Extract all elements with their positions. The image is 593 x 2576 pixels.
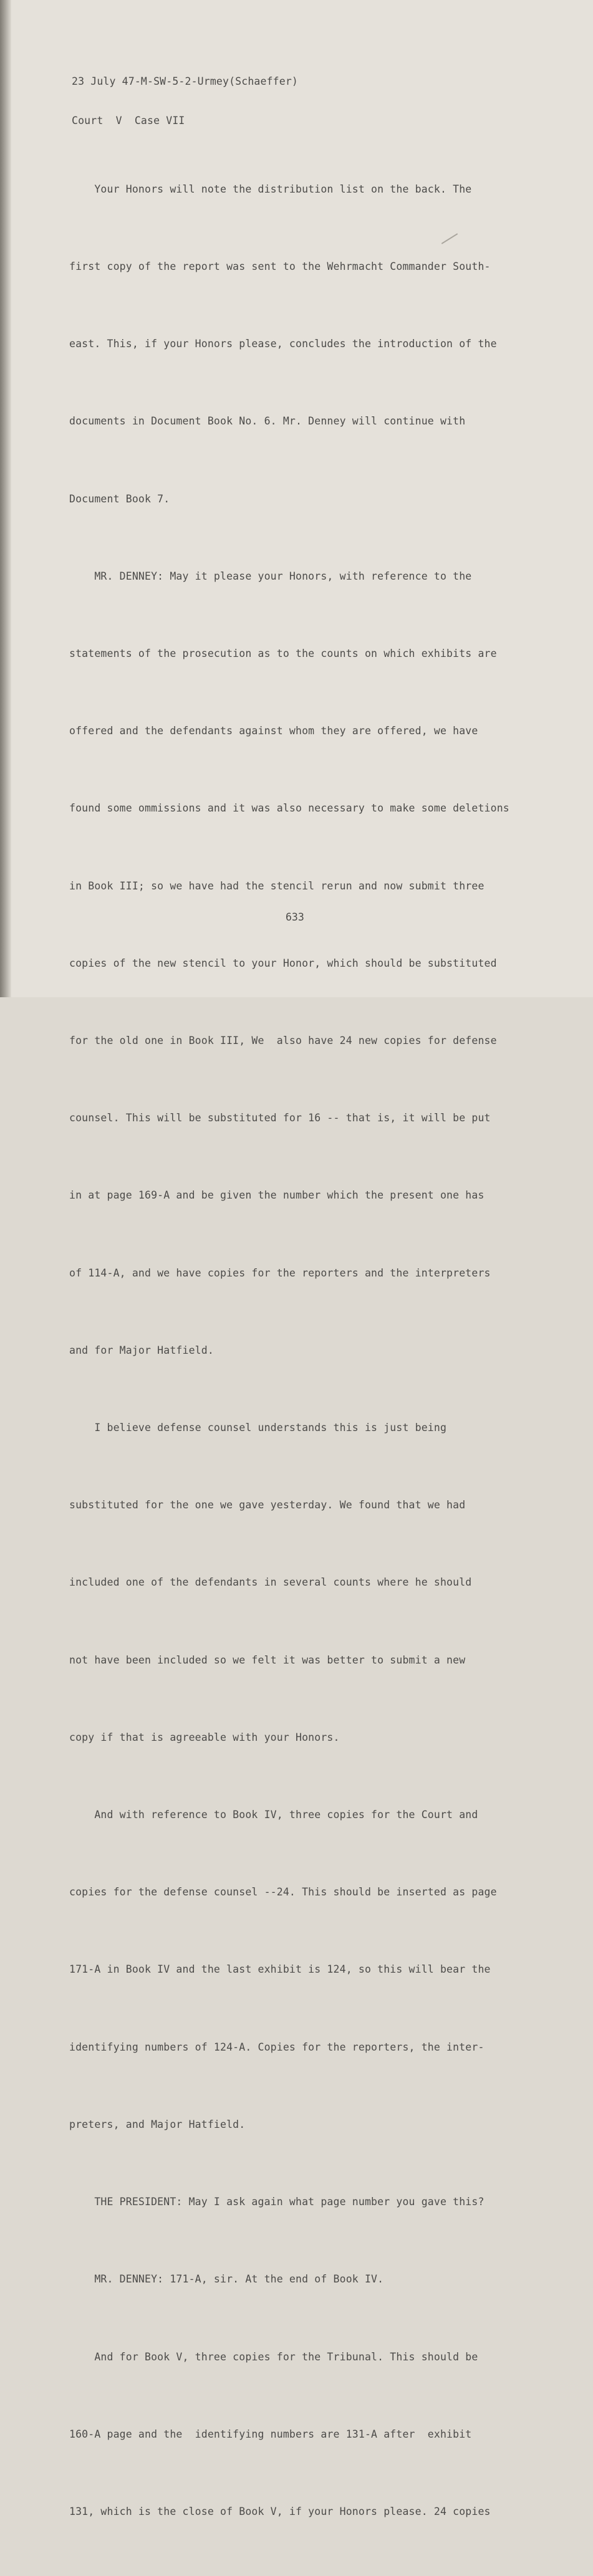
- body-line: offered and the defendants against whom they are offered, we have: [69, 725, 478, 737]
- body-line: in at page 169-A and be given the number which the present one has: [69, 1189, 485, 1202]
- body-line: statements of the prosecution as to the counts on which exhibits are: [69, 648, 497, 660]
- body-line: copy if that is agreeable with your Honors.: [69, 1731, 340, 1743]
- body-line: THE PRESIDENT: May I ask again what page number you gave this?: [69, 2196, 485, 2208]
- body-line: MR. DENNEY: May it please your Honors, with reference to the: [69, 570, 472, 582]
- body-line: counsel. This will be substituted for 16 -- that is, it will be put: [69, 1112, 491, 1124]
- body-line: Document Book 7.: [69, 492, 170, 505]
- body-line: and for Major Hatfield.: [69, 1344, 214, 1356]
- page-number: 633: [286, 911, 304, 923]
- body-line: copies of the new stencil to your Honor, which should be substituted: [69, 957, 497, 969]
- body-line: And with reference to Book IV, three copies for the Court and: [69, 1809, 478, 1821]
- body-line: 160-A page and the identifying numbers are 131-A after exhibit: [69, 2428, 472, 2440]
- body-line: I believe defense counsel understands this is just being: [69, 1422, 447, 1434]
- body-line: of 114-A, and we have copies for the reporters and the interpreters: [69, 1266, 491, 1279]
- body-line: substituted for the one we gave yesterday. We found that we had: [69, 1499, 466, 1511]
- transcript-body: [69, 125, 509, 2576]
- body-line: 131, which is the close of Book V, if your Honors please. 24 copies: [69, 2505, 491, 2517]
- body-line: for the old one in Book III, We also have 24 new copies for defense: [69, 1035, 497, 1047]
- body-line: documents in Document Book No. 6. Mr. Denney will continue with: [69, 415, 466, 428]
- body-line: And for Book V, three copies for the Tribunal. This should be: [69, 2350, 478, 2363]
- body-line: found some ommissions and it was also necessary to make some deletions: [69, 802, 509, 815]
- body-line: MR. DENNEY: 171-A, sir. At the end of Book IV.: [69, 2273, 384, 2286]
- body-line: copies for the defense counsel --24. This should be inserted as page: [69, 1886, 497, 1898]
- header-line-2: Court V Case VII: [72, 115, 185, 127]
- body-line: not have been included so we felt it was better to submit a new: [69, 1654, 466, 1666]
- body-line: east. This, if your Honors please, concludes the introduction of the: [69, 338, 497, 350]
- scan-edge: [0, 0, 11, 997]
- header-line-1: 23 July 47-M-SW-5-2-Urmey(Schaeffer): [72, 75, 299, 87]
- body-line: first copy of the report was sent to the Wehrmacht Commander South-: [69, 261, 491, 273]
- body-line: in Book III; so we have had the stencil rerun and now submit three: [69, 879, 485, 892]
- body-line: 171-A in Book IV and the last exhibit is 124, so this will bear the: [69, 1963, 491, 1976]
- body-line: included one of the defendants in several counts where he should: [69, 1576, 472, 1589]
- body-line: preters, and Major Hatfield.: [69, 2118, 246, 2130]
- body-line: Your Honors will note the distribution list on the back. The: [69, 183, 472, 195]
- body-line: identifying numbers of 124-A. Copies for the reporters, the inter-: [69, 2041, 485, 2053]
- document-page: [11, 0, 593, 2517]
